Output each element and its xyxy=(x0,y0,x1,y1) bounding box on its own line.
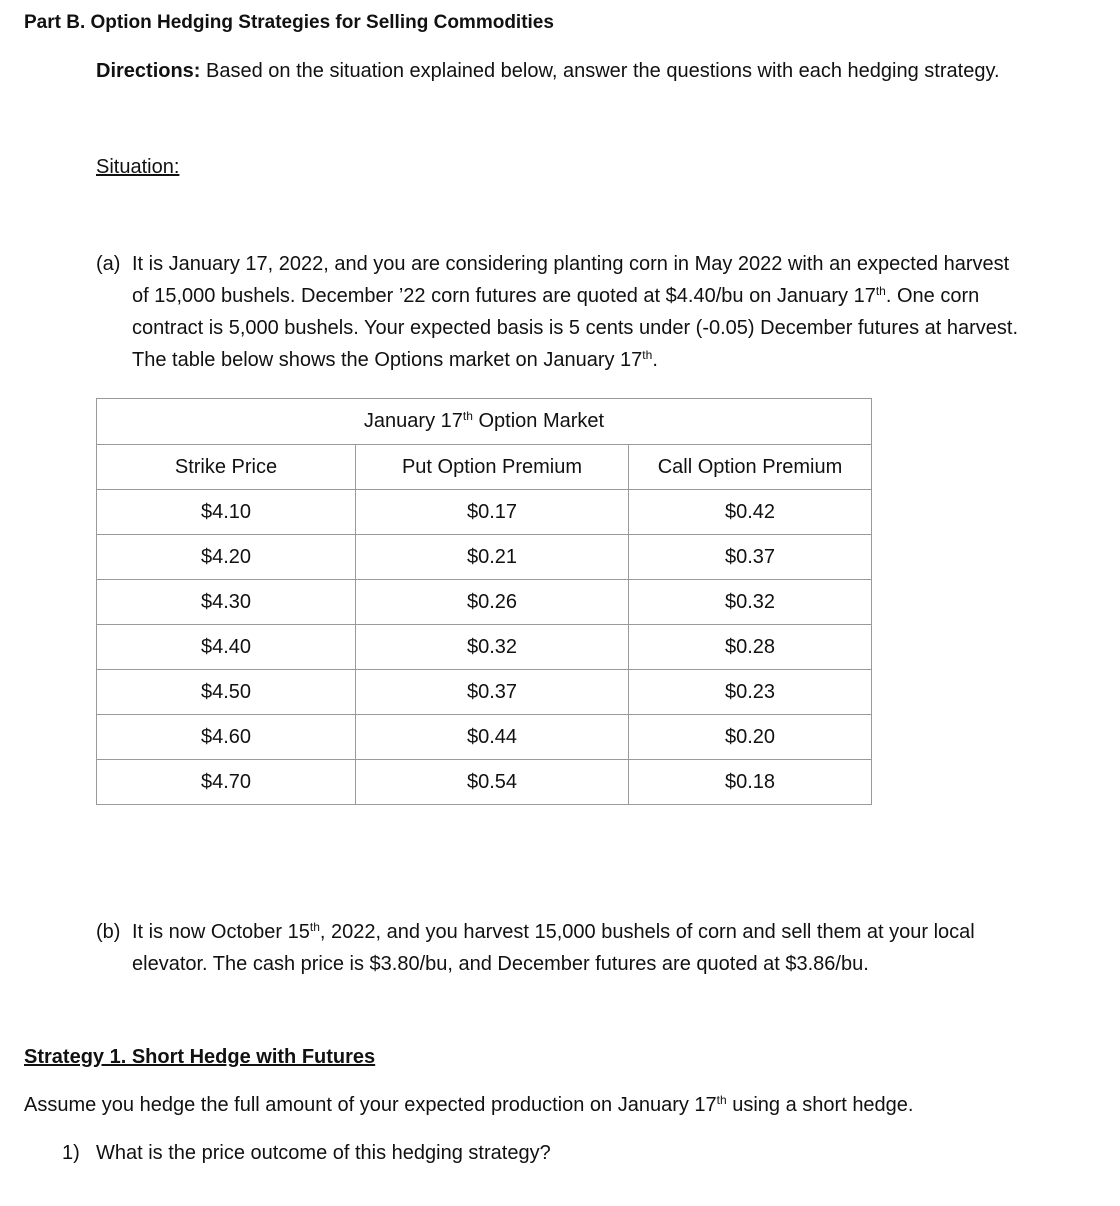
call-premium-cell: $0.37 xyxy=(629,535,872,580)
paragraph-b xyxy=(96,916,975,980)
call-premium-cell: $0.18 xyxy=(629,760,872,805)
put-premium-cell: $0.17 xyxy=(356,490,629,535)
put-premium-cell: $0.44 xyxy=(356,715,629,760)
strike-price-cell: $4.20 xyxy=(97,535,356,580)
paragraph-a xyxy=(96,248,1018,376)
strike-price-cell: $4.50 xyxy=(97,670,356,715)
question-1-text: What is the price outcome of this hedging strategy? xyxy=(96,1142,551,1164)
call-premium-cell: $0.42 xyxy=(629,490,872,535)
table-row xyxy=(97,535,872,580)
option-market-table xyxy=(96,398,872,805)
strike-price-cell: $4.70 xyxy=(97,760,356,805)
call-premium-cell: $0.32 xyxy=(629,580,872,625)
directions-label: Directions: xyxy=(96,60,201,82)
header-strike-price: Strike Price xyxy=(97,445,356,490)
put-premium-cell: $0.32 xyxy=(356,625,629,670)
paragraph-b-line-1: It is now October 15th, 2022, and you harvest 15,000 bushels of corn and sell them at your local xyxy=(132,920,975,943)
table-caption: January 17th Option Market xyxy=(97,399,872,445)
table-row xyxy=(97,670,872,715)
strike-price-cell: $4.30 xyxy=(97,580,356,625)
strike-price-cell: $4.60 xyxy=(97,715,356,760)
table-header-row xyxy=(97,445,872,490)
table-row xyxy=(97,625,872,670)
paragraph-a-line-3: contract is 5,000 bushels. Your expected basis is 5 cents under (-0.05) December futures at harvest. xyxy=(132,317,1019,339)
table-row xyxy=(97,715,872,760)
situation-heading: Situation: xyxy=(96,156,180,178)
paragraph-a-line-1: It is January 17, 2022, and you are considering planting corn in May 2022 with an expected harvest xyxy=(132,253,1010,275)
strategy-1-assumption: Assume you hedge the full amount of your expected production on January 17th using a short hedge. xyxy=(24,1093,914,1116)
directions-body: Based on the situation explained below, answer the questions with each hedging strategy. xyxy=(200,60,1000,82)
put-premium-cell: $0.54 xyxy=(356,760,629,805)
question-1-number: 1) xyxy=(62,1142,80,1164)
header-call-premium: Call Option Premium xyxy=(629,445,872,490)
paragraph-a-line-4: The table below shows the Options market on January 17th. xyxy=(132,348,658,371)
put-premium-cell: $0.21 xyxy=(356,535,629,580)
put-premium-cell: $0.26 xyxy=(356,580,629,625)
table-row xyxy=(97,760,872,805)
strike-price-cell: $4.10 xyxy=(97,490,356,535)
directions-text xyxy=(96,60,1000,83)
call-premium-cell: $0.23 xyxy=(629,670,872,715)
table-row xyxy=(97,580,872,625)
paragraph-b-label: (b) xyxy=(96,921,121,943)
question-1 xyxy=(62,1142,551,1165)
strike-price-cell: $4.40 xyxy=(97,625,356,670)
table-row xyxy=(97,490,872,535)
call-premium-cell: $0.20 xyxy=(629,715,872,760)
put-premium-cell: $0.37 xyxy=(356,670,629,715)
header-put-premium: Put Option Premium xyxy=(356,445,629,490)
table-caption-row xyxy=(97,399,872,445)
call-premium-cell: $0.28 xyxy=(629,625,872,670)
part-title: Part B. Option Hedging Strategies for Selling Commodities xyxy=(24,12,554,33)
paragraph-a-line-2: of 15,000 bushels. December ’22 corn futures are quoted at $4.40/bu on January 17th. One corn xyxy=(132,284,980,307)
paragraph-a-label: (a) xyxy=(96,253,121,275)
strategy-1-title: Strategy 1. Short Hedge with Futures xyxy=(24,1046,376,1068)
paragraph-b-line-2: elevator. The cash price is $3.80/bu, and December futures are quoted at $3.86/bu. xyxy=(132,953,869,975)
